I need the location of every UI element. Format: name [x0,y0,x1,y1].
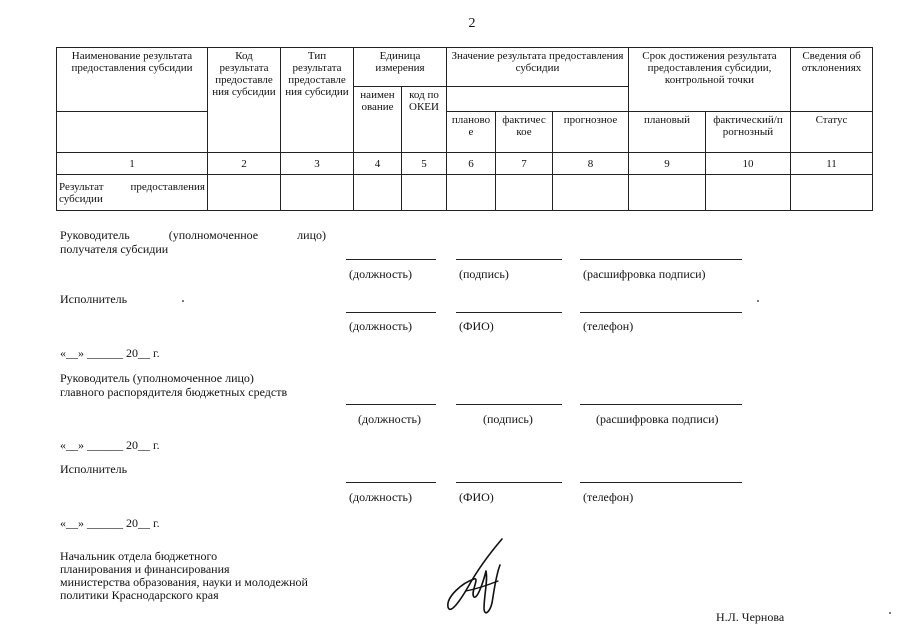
scan-dot [182,300,184,302]
col-num-2: 2 [208,153,281,175]
position-caption: (должность) [349,267,412,281]
table-cell [354,175,402,211]
position-line [346,404,436,405]
results-table [56,47,873,211]
recipient-head-label: Руководитель (уполномоченное лицо) получателя субсидии [60,228,326,256]
header-unit-name: наимен ование [354,87,402,153]
position-caption: (должность) [349,490,412,504]
table-cell [629,175,706,211]
scan-dot [757,300,759,302]
date-line: «__» ______ 20__ г. [60,346,160,360]
position-line [346,482,436,483]
table-cell [281,175,354,211]
signature-line [456,404,562,405]
col-num-9: 9 [629,153,706,175]
phone-line [580,482,742,483]
row-result-label: Результат предоставления субсидии [57,175,208,211]
fio-line [456,312,562,313]
phone-caption: (телефон) [583,319,634,333]
header-result-code: Код результата предоставле ния субсидии [208,48,281,153]
col-num-11: 11 [791,153,873,175]
scan-dot [889,612,891,614]
col-num-10: 10 [706,153,791,175]
decoding-line [580,404,742,405]
phone-caption: (телефон) [583,490,634,504]
fio-caption: (ФИО) [459,319,494,333]
table-cell [208,175,281,211]
gov-head-label: Руководитель (уполномоченное лицо) главного распорядителя бюджетных средств [60,371,288,399]
position-line [346,259,436,260]
col-num-8: 8 [553,153,629,175]
header-deviation-status: Статус [791,112,873,153]
col-num-5: 5 [402,153,447,175]
decoding-caption: (расшифровка подписи) [596,412,719,426]
signature-caption: (подпись) [459,267,509,281]
signature-caption: (подпись) [483,412,533,426]
decoding-caption: (расшифровка подписи) [583,267,706,281]
header-term: Срок достижения результата предоставления субсидии, контрольной точки [629,48,791,112]
col-num-7: 7 [496,153,553,175]
fio-line [456,482,562,483]
fio-caption: (ФИО) [459,490,494,504]
header-result-type: Тип результата предоставле ния субсидии [281,48,354,153]
col-num-3: 3 [281,153,354,175]
executor-label: Исполнитель [60,292,128,306]
header-term-fact: фактический/п рогнозный [706,112,791,153]
chief-name: Н.Л. Чернова [716,610,785,624]
col-num-1: 1 [57,153,208,175]
table-cell [706,175,791,211]
position-caption: (должность) [358,412,421,426]
chief-title: Начальник отдела бюджетного планирования и финансирования министерства образования, науки и молодежной политики Краснодарского края [60,549,308,602]
table-cell [791,175,873,211]
date-line: «__» ______ 20__ г. [60,438,160,452]
header-unit: Единица измерения [354,48,447,87]
header-deviation: Сведения об отклонениях [791,48,873,112]
table-cell [496,175,553,211]
handwritten-signature [440,535,520,619]
header-value-fact: фактичес кое [496,112,553,153]
table-cell [553,175,629,211]
col-num-4: 4 [354,153,402,175]
page-number: 2 [468,16,476,31]
table-cell [447,175,496,211]
decoding-line [580,259,742,260]
table-cell [402,175,447,211]
header-result-name: Наименование результата предоставления субсидии [57,48,208,112]
signature-line [456,259,562,260]
position-line [346,312,436,313]
header-value-forecast: прогнозное [553,112,629,153]
header-value-plan: планово е [447,112,496,153]
header-term-plan: плановый [629,112,706,153]
executor-label: Исполнитель [60,462,128,476]
header-unit-okei: код по ОКЕИ [402,87,447,153]
col-num-6: 6 [447,153,496,175]
phone-line [580,312,742,313]
header-value: Значение результата предоставления субсидии [447,48,629,87]
date-line: «__» ______ 20__ г. [60,516,160,530]
position-caption: (должность) [349,319,412,333]
